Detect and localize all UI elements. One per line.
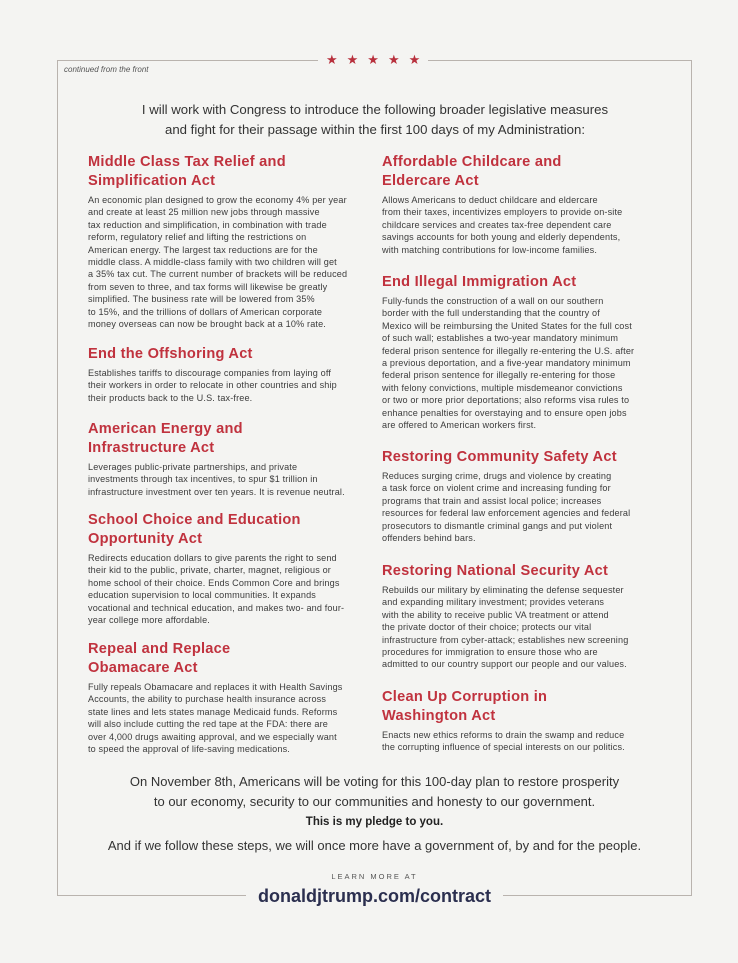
section-end-offshoring [88, 345, 373, 404]
campaign-url-link[interactable]: donaldjtrump.com/contract [246, 884, 503, 908]
section-national-security [382, 562, 677, 671]
section-clean-up-corruption [382, 688, 677, 754]
section-end-illegal-immigration [382, 273, 677, 431]
intro-text: I will work with Congress to introduce the following broader legislative measures and fight for their passage within the first 100 days of my Administration: [141, 102, 609, 137]
stars-decoration-icon: ★★★★★ [318, 50, 428, 70]
learn-more-label: LEARN MORE AT [331, 872, 418, 881]
section-title: Clean Up Corruption in Washington Act [382, 689, 548, 724]
section-body: Enacts new ethics reforms to drain the swamp and reduce the corrupting influence of special interests on our politics. [382, 730, 625, 753]
section-body: Allows Americans to deduct childcare and eldercare from their taxes, incentivizes employers to provide on-site childcare services and creates tax-free dependent care savings accounts for both young and elderly dependents, with matching contributions for low-income families. [382, 195, 623, 255]
section-body: Reduces surging crime, drugs and violence by creating a task force on violent crime and increasing funding for programs that train and assist local police; increases resources for federal law enforcement agencies and federal prosecutors to dismantle criminal gangs and put violent offenders behind bars. [382, 471, 631, 544]
final-statement: And if we follow these steps, we will once more have a government of, by and for the people. [107, 838, 642, 853]
section-title: Affordable Childcare and Eldercare Act [382, 154, 562, 189]
section-body: Fully repeals Obamacare and replaces it with Health Savings Accounts, the ability to purchase health insurance across state lines and lets states manage Medicaid funds. Reforms will also include cutting the red tape at the FDA: there are over 4,000 drugs awaiting approval, and we especially want to speed the approval of life-saving medications. [88, 682, 343, 755]
section-body: Leverages public-private partnerships, and private investments through tax incentives, to spur $1 trillion in infrastructure investment over ten years. It is revenue neutral. [88, 462, 345, 497]
url-wrapper [57, 884, 692, 908]
section-title: Repeal and Replace Obamacare Act [88, 641, 231, 676]
section-middle-class-tax-relief [88, 153, 373, 330]
section-body: Redirects education dollars to give parents the right to send their kid to the public, private, charter, magnet, religious or home school of their choice. Ends Common Core and brings education supervision to local communities. It expands vocational and technical education, and makes two- and four- year college more affordable. [88, 553, 345, 626]
section-repeal-obamacare [88, 640, 373, 755]
section-title: End the Offshoring Act [88, 346, 253, 362]
section-community-safety [382, 448, 677, 544]
section-title: Restoring National Security Act [382, 563, 609, 579]
section-american-energy [88, 420, 373, 498]
section-title: American Energy and Infrastructure Act [88, 421, 243, 456]
section-affordable-childcare [382, 153, 677, 256]
pledge-text: This is my pledge to you. [305, 816, 444, 828]
section-body: Fully-funds the construction of a wall on our southern border with the full understanding that the country of Mexico will be reimbursing the United States for the full cost of such wall; establishes a two-year mandatory minimum federal prison sentence for illegally re-entering the U.S. after a previous deportation, and a five-year mandatory minimum federal prison sentence for illegally re-entering for those with felony convictions, multiple misdemeanor convictions or two or more prior deportations; also reforms visa rules to enhance penalties for overstaying and to ensure open jobs are offered to American workers first. [382, 296, 635, 431]
section-title: End Illegal Immigration Act [382, 274, 577, 290]
section-body: Establishes tariffs to discourage companies from laying off their workers in order to relocate in other countries and ship their products back to the U.S. tax-free. [88, 368, 337, 403]
section-body: An economic plan designed to grow the economy 4% per year and create at least 25 million new jobs through massive tax reduction and simplification, in combination with trade reform, regulatory relief and lifting the restrictions on American energy. The largest tax reductions are for the middle class. A middle-class family with two children will get a 35% tax cut. The current number of brackets will be reduced from seven to three, and tax forms will likewise be greatly simplified. The business rate will be lowered from 35% to 15%, and the trillions of dollars of American corporate money overseas can now be brought back at a 10% rate. [88, 195, 348, 330]
closing-paragraph: On November 8th, Americans will be voting for this 100-day plan to restore prosperity to our economy, security to our communities and honesty to our government. [129, 774, 620, 809]
section-title: School Choice and Education Opportunity Act [88, 512, 301, 547]
section-school-choice [88, 511, 373, 626]
continued-note: continued from the front [64, 65, 149, 74]
section-title: Restoring Community Safety Act [382, 449, 617, 465]
section-title: Middle Class Tax Relief and Simplification Act [88, 154, 286, 189]
section-body: Rebuilds our military by eliminating the defense sequester and expanding military investment; provides veterans with the ability to receive public VA treatment or attend the private doctor of their choice; protects our vital infrastructure from cyber-attack; establishes new screening procedures for immigration to ensure those who are admitted to our country support our people and our values. [382, 585, 629, 670]
